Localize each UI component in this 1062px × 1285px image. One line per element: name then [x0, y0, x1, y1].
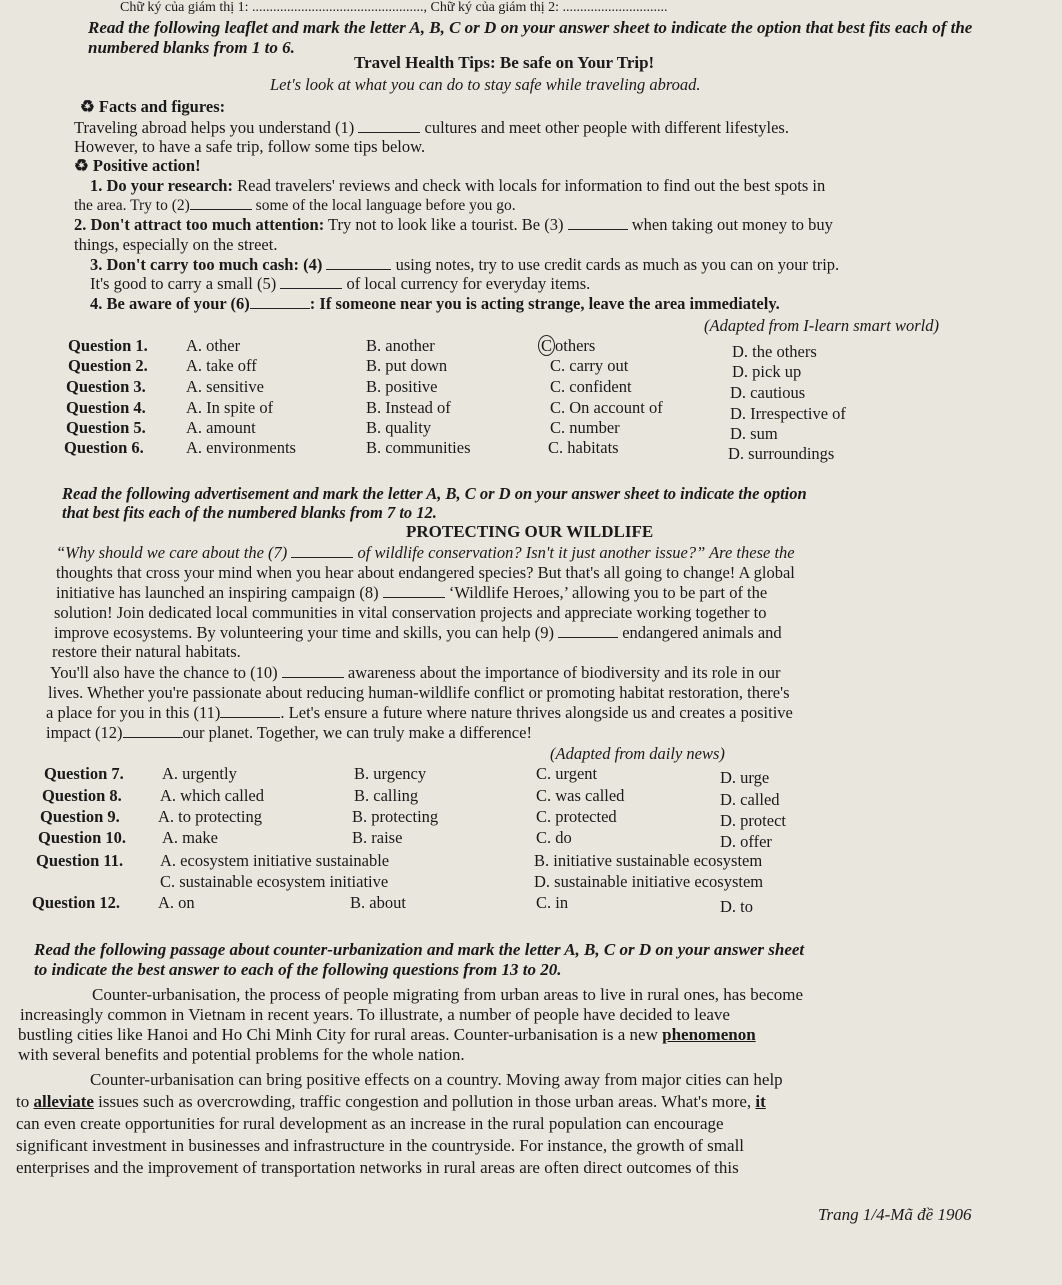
- passage-p2-l3: can even create opportunities for rural development as an increase in the rural population can encourage: [16, 1114, 724, 1133]
- ad-p1-l1: “Why should we care about the (7) of wildlife conservation? Isn't it just another issue?” Are these the: [56, 543, 795, 562]
- section1-subtitle: Let's look at what you can do to stay safe while traveling abroad.: [270, 75, 701, 94]
- ad-p2-l1: You'll also have the chance to (10) awareness about the importance of biodiversity and its role in our: [50, 663, 781, 682]
- blank-11: [220, 703, 280, 718]
- section1-instruction: Read the following leaflet and mark the letter A, B, C or D on your answer sheet to indicate the option that best fits each of the numbered blanks from 1 to 6.: [88, 18, 973, 57]
- tip-2-line2: things, especially on the street.: [74, 235, 278, 254]
- blank-3: [568, 215, 628, 230]
- exam-page: Chữ ký của giám thị 1: ................................................., Chữ ký của giám thị 2: .............................. Read the following leaflet and mark the letter A, B, C or D on your answer sheet to indicate the option that best fits each of the numbered blanks from 1 to 6. Travel Health Tips: Be safe on Your Trip! Let's look at what you can do to stay safe while traveling abroad. ♻ Facts and figures: Traveling abroad helps you understand (1) cultures and meet other people with different lifestyles. However, to have a safe trip, follow some tips below. ♻ Positive action! 1. Do your research: Read travelers' reviews and check with locals for information to find out the best spots in the area. Try to (2) some of the local language before you go. 2. Don't attract too much attention: Try not to look like a tourist. Be (3) when taking out money to buy things, especially on the street. 3. Don't carry too much cash: (4) using notes, try to use credit cards as much as you can on your trip. It's good to carry a small (5) of local currency for everyday items. 4. Be aware of your (6) : If someone near you is acting strange, leave the area immediately. (Adapted from I-learn smart world) Question 1. A. other B. another C others D. the others Question 2. A. take off B. put down C. carry out D. pick up Question 3. A. sensitive B. positive C. confident D. cautious Question 4. A. In spite of B. Instead of C. On account of D. Irrespective of Question 5. A. amount B. quality C. number D. sum Question 6. A. environments B. communities C. habitats D. surroundings Read the following advertisement and mark the letter A, B, C or D on your answer sheet to indicate the option that best fits each of the numbered blanks from 7 to 12. PROTECTING OUR WILDLIFE “Why should we care about the (7) of wildlife conservation? Isn't it just another issue?” Are these the thoughts that cross your mind when you hear about endangered species? But that's all going to change! A global initiative has launched an inspiring campaign (8) ‘Wildlife Heroes,’ allowing you to be part of the solution! Join dedicated local communities in vital conservation projects and appreciate working together to improve ecosystems. By volunteering your time and skills, you can help (9) endangered animals and restore their natural habitats. You'll also have the chance to (10) awareness about the importance of biodiversity and its role in our lives. Whether you're passionate about reducing human-wildlife conflict or promoting habitat restoration, there's a place for you in this (11) . Let's ensure a future where nature thrives alongside us and creates a positive impact (12) our planet. Together, we can truly make a difference! (Adapted from daily news) Question 7. A. urgently B. urgency C. urgent D. urge Question 8. A. which called B. calling C. was called D. called Question 9. A. to protecting B. protecting C. protected D. protect Question 10. A. make B. raise C. do D. offer Question 11. A. ecosystem initiative sustainable B. initiative sustainable ecosystem C. sustainable ecosystem initiative D. sustainable initiative ecosystem Question 12. A. on B. about C. in D. to Read the following passage about counter-urbanization and mark the letter A, B, C or D on your answer sheet to indicate the best answer to each of the following questions from 13 to 20. Counter-urbanisation, the process of people migrating from urban areas to live in rural ones, has become increasingly common in Vietnam in recent years. To illustrate, a number of people have decided to leave bustling cities like Hanoi and Ho Chi Minh City for rural areas. Counter-urbanisation is a new phenomenon with several benefits and potential problems for the whole nation. Counter-urbanisation can bring positive effects on a country. Moving away from major cities can help to alleviate issues such as overcrowding, traffic congestion and pollution in those urban areas. What's more, it can even create opportunities for rural development as an increase in the rural population can encourage significant investment in businesses and infrastructure in the countryside. For instance, the growth of small enterprises and the improvement of transportation networks in rural areas are often direct outcomes of this Trang 1/4-Mã đề 1906: [0, 0, 1062, 1285]
- ad-p1-l4: solution! Join dedicated local communities in vital conservation projects and appreciate working together to: [54, 603, 767, 622]
- tip-1: 1. Do your research: Read travelers' reviews and check with locals for information to find out the best spots in: [90, 176, 826, 195]
- ad-p2-l2: lives. Whether you're passionate about reducing human-wildlife conflict or promoting habitat restoration, there's: [48, 683, 790, 702]
- page-footer: Trang 1/4-Mã đề 1906: [818, 1205, 972, 1224]
- blank-2: [190, 195, 252, 210]
- section3-instruction: Read the following passage about counter-urbanization and mark the letter A, B, C or D on your answer sheet: [34, 940, 805, 959]
- positive-heading: ♻ Positive action!: [74, 156, 201, 175]
- passage-p2-l5: enterprises and the improvement of transportation networks in rural areas are often direct outcomes of this: [16, 1158, 739, 1177]
- passage-p1-l3: bustling cities like Hanoi and Ho Chi Minh City for rural areas. Counter-urbanisation is a new phenomenon: [18, 1025, 756, 1044]
- passage-p2-l2: to alleviate issues such as overcrowding, traffic congestion and pollution in those urban areas. What's more, it: [16, 1092, 766, 1111]
- facts-heading: ♻ Facts and figures:: [80, 97, 226, 116]
- tip-3: 3. Don't carry too much cash: (4) using notes, try to use credit cards as much as you can on your trip.: [90, 255, 840, 274]
- ad-p2-l4: impact (12) our planet. Together, we can truly make a difference!: [46, 723, 532, 742]
- tip-2: 2. Don't attract too much attention: Try not to look like a tourist. Be (3) when taking out money to buy: [74, 215, 833, 234]
- blank-10: [282, 663, 344, 678]
- blank-1: [358, 118, 420, 133]
- section1-title: Travel Health Tips: Be safe on Your Trip!: [354, 53, 655, 72]
- section2-source: (Adapted from daily news): [550, 744, 725, 763]
- blank-8: [383, 583, 445, 598]
- section3-instruction-line2: to indicate the best answer to each of the following questions from 13 to 20.: [34, 960, 562, 979]
- ad-p1-l6: restore their natural habitats.: [52, 642, 241, 661]
- blank-12: [123, 723, 183, 738]
- passage-p1-l1: Counter-urbanisation, the process of people migrating from urban areas to live in rural ones, has become: [92, 985, 804, 1004]
- blank-5: [280, 274, 342, 289]
- option-b: B. another: [366, 336, 435, 355]
- passage-p1-l4: with several benefits and potential problems for the whole nation.: [18, 1045, 465, 1064]
- passage-p1-l2: increasingly common in Vietnam in recent years. To illustrate, a number of people have decided to leave: [20, 1005, 730, 1024]
- facts-line2: However, to have a safe trip, follow some tips below.: [74, 137, 426, 156]
- tip-4: 4. Be aware of your (6) : If someone near you is acting strange, leave the area immediately.: [90, 294, 780, 313]
- passage-p2-l1: Counter-urbanisation can bring positive effects on a country. Moving away from major cities can help: [90, 1070, 783, 1089]
- option-c: C others: [538, 336, 595, 356]
- passage-p2-l4: significant investment in businesses and infrastructure in the countryside. For instance, the growth of small: [16, 1136, 745, 1155]
- blank-9: [558, 623, 618, 638]
- section1-source: (Adapted from I-learn smart world): [704, 316, 939, 335]
- signature-line: Chữ ký của giám thị 1: ................................................., Chữ ký của giám thị 2: ..............................: [120, 0, 668, 15]
- section2-instruction: Read the following advertisement and mark the letter A, B, C or D on your answer sheet to indicate the option: [62, 484, 807, 503]
- ad-p1-l5: improve ecosystems. By volunteering your time and skills, you can help (9) endangered animals and: [54, 623, 782, 642]
- option-a: A. other: [186, 336, 241, 355]
- section2-instruction-line2: that best fits each of the numbered blanks from 7 to 12.: [62, 503, 437, 522]
- tip-1-line2: the area. Try to (2) some of the local language before you go.: [74, 197, 516, 214]
- blank-4: [326, 255, 391, 270]
- blank-7: [291, 543, 353, 558]
- option-d: D. the others: [732, 342, 817, 361]
- ad-p2-l3: a place for you in this (11) . Let's ensure a future where nature thrives alongside us and creates a positive: [46, 703, 793, 722]
- facts-line1: Traveling abroad helps you understand (1) cultures and meet other people with different lifestyles.: [74, 118, 789, 137]
- ad-p1-l2: thoughts that cross your mind when you hear about endangered species? But that's all going to change! A global: [56, 563, 795, 582]
- tip-3-line2: It's good to carry a small (5) of local currency for everyday items.: [90, 274, 591, 293]
- ad-p1-l3: initiative has launched an inspiring campaign (8) ‘Wildlife Heroes,’ allowing you to be part of the: [56, 583, 768, 602]
- section2-title: PROTECTING OUR WILDLIFE: [406, 522, 654, 541]
- blank-6: [250, 294, 310, 309]
